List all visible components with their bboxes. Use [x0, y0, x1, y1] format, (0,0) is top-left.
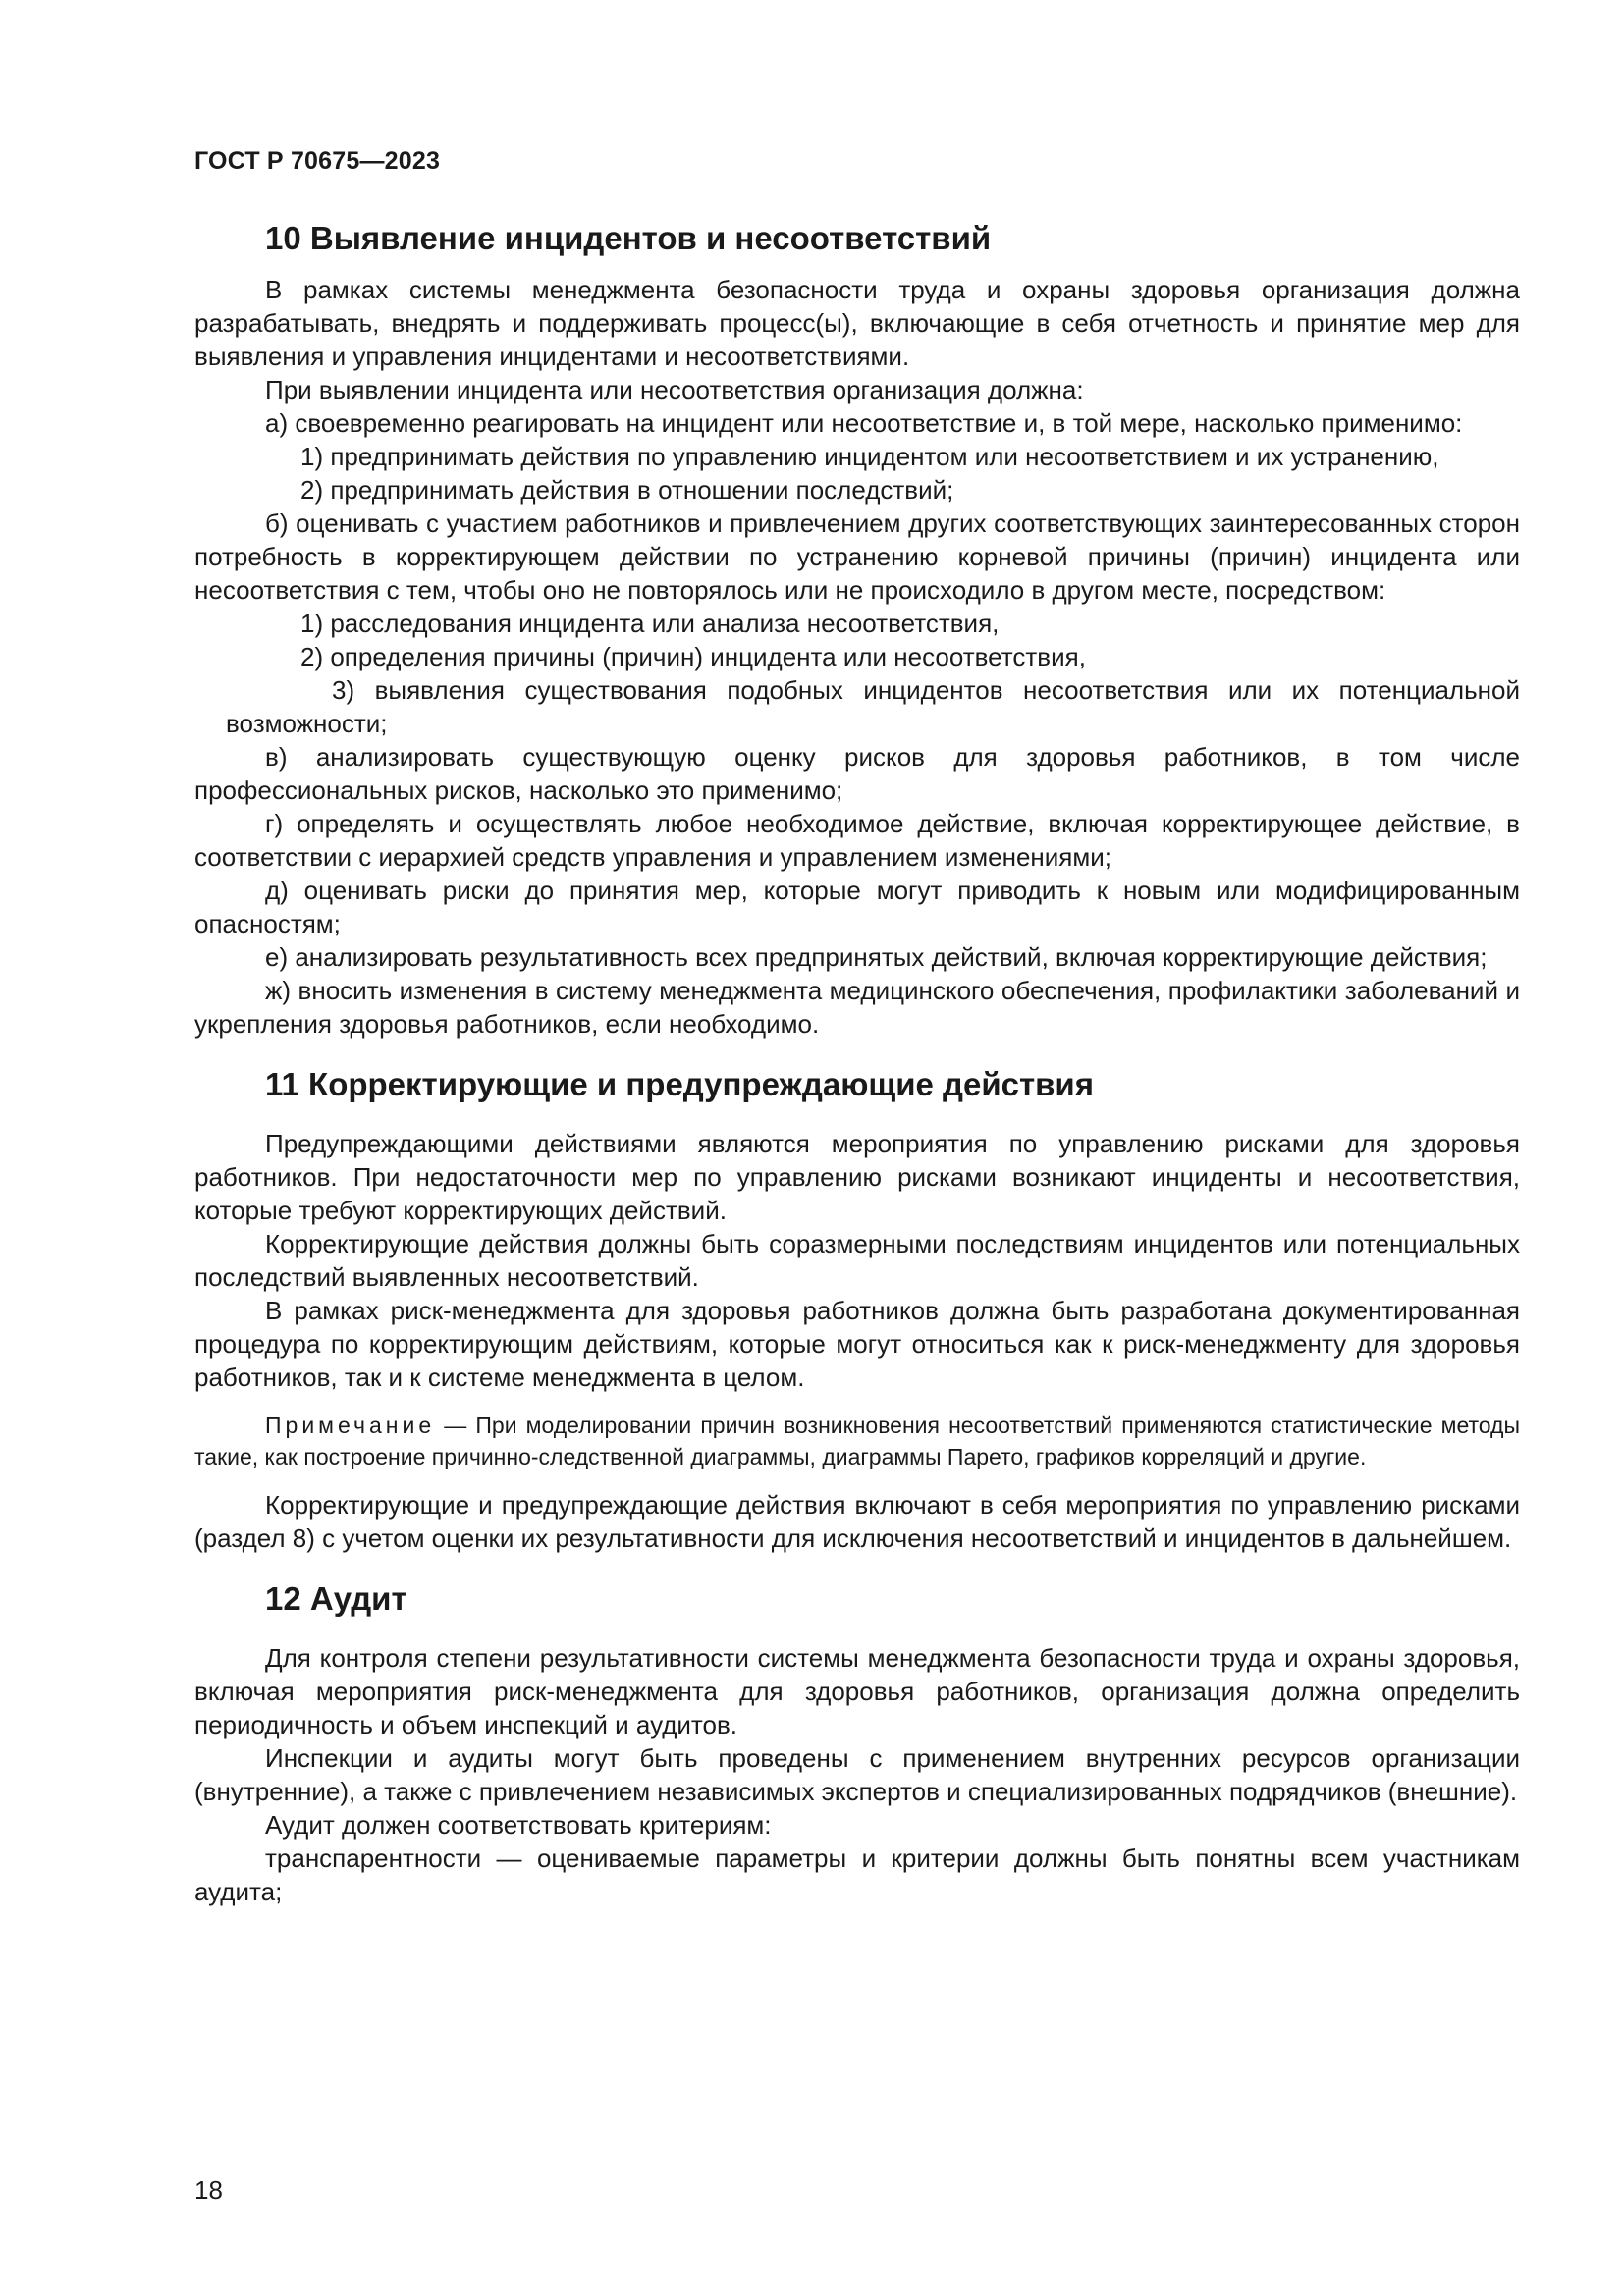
- paragraph: Предупреждающими действиями являются мероприятия по управлению рисками для здоровья работников. При недостаточности мер по управлению рисками возникают инциденты и несоответствия, которые требуют корректирующих действий.: [194, 1129, 1520, 1225]
- paragraph: Корректирующие действия должны быть соразмерными последствиям инцидентов или потенциальных последствий выявленных несоответствий.: [194, 1229, 1520, 1292]
- section-10-title: 10 Выявление инцидентов и несоответствий: [265, 220, 992, 256]
- section-12-title: 12 Аудит: [265, 1580, 407, 1617]
- note: [194, 1410, 1520, 1472]
- paragraph: транспарентности — оцениваемые параметры и критерии должны быть понятны всем участникам аудита;: [194, 1843, 1520, 1906]
- paragraph: В рамках риск-менеджмента для здоровья работников должна быть разработана документированная процедура по корректирующим действиям, которые могут относиться как к риск-менеджменту для здоровья работников, так и к системе менеджмента в целом.: [194, 1296, 1520, 1392]
- paragraph: Для контроля степени результативности системы менеджмента безопасности труда и охраны здоровья, включая мероприятия риск-менеджмента для здоровья работников, организация должна определить периодичность и объем инспекций и аудитов.: [194, 1643, 1520, 1739]
- section-11-title: 11 Корректирующие и предупреждающие действия: [265, 1066, 1094, 1102]
- paragraph: Инспекции и аудиты могут быть проведены с применением внутренних ресурсов организации (внутренние), а также с привлечением независимых экспертов и специализированных подрядчиков (внешние).: [194, 1743, 1520, 1806]
- sub-list-item: 2) предпринимать действия в отношении последствий;: [300, 475, 954, 505]
- sub-list-item: 2) определения причины (причин) инцидента или несоответствия,: [300, 642, 1086, 671]
- note-label: Примечание: [265, 1413, 436, 1438]
- paragraph: При выявлении инцидента или несоответствия организация должна:: [265, 375, 1084, 404]
- document-body: [194, 218, 1520, 1908]
- sub-list-item: 1) предпринимать действия по управлению инцидентом или несоответствием и их устранению,: [300, 442, 1439, 471]
- paragraph: Корректирующие и предупреждающие действия включают в себя мероприятия по управлению рисками (раздел 8) с учетом оценки их результативности для исключения несоответствий и инцидентов в дальнейшем.: [194, 1490, 1520, 1553]
- note-text: — При моделировании причин возникновения несоответствий применяются статистические методы такие, как построение причинно-следственной диаграммы, диаграммы Парето, графиков корреляций и другие.: [194, 1413, 1520, 1469]
- paragraph: В рамках системы менеджмента безопасности труда и охраны здоровья организация должна разрабатывать, внедрять и поддерживать процесс(ы), включающие в себя отчетность и принятие мер для выявления и управления инцидентами и несоответствиями.: [194, 275, 1520, 371]
- list-item: а) своевременно реагировать на инцидент или несоответствие и, в той мере, насколько применимо:: [265, 408, 1463, 438]
- list-item: ж) вносить изменения в систему менеджмента медицинского обеспечения, профилактики заболеваний и укрепления здоровья работников, если необходимо.: [194, 976, 1520, 1039]
- sub-list-item: 3) выявления существования подобных инцидентов несоответствия или их потенциальной возможности;: [226, 675, 1520, 738]
- list-item: б) оценивать с участием работников и привлечением других соответствующих заинтересованных сторон потребность в корректирующем действии по устранению корневой причины (причин) инцидента или несоответствия с тем, чтобы оно не повторялось или не происходило в другом месте, посредством:: [194, 508, 1520, 605]
- paragraph: Аудит должен соответствовать критериям:: [265, 1810, 772, 1840]
- list-item: в) анализировать существующую оценку рисков для здоровья работников, в том числе профессиональных рисков, насколько это применимо;: [194, 742, 1520, 805]
- document-code: ГОСТ Р 70675—2023: [194, 147, 441, 175]
- list-item: д) оценивать риски до принятия мер, которые могут приводить к новым или модифицированным опасностям;: [194, 876, 1520, 938]
- list-item: е) анализировать результативность всех предпринятых действий, включая корректирующие действия;: [265, 942, 1488, 972]
- page-number: 18: [194, 2175, 223, 2205]
- sub-list-item: 1) расследования инцидента или анализа несоответствия,: [300, 609, 1000, 638]
- list-item: г) определять и осуществлять любое необходимое действие, включая корректирующее действие, в соответствии с иерархией средств управления и управлением изменениями;: [194, 809, 1520, 872]
